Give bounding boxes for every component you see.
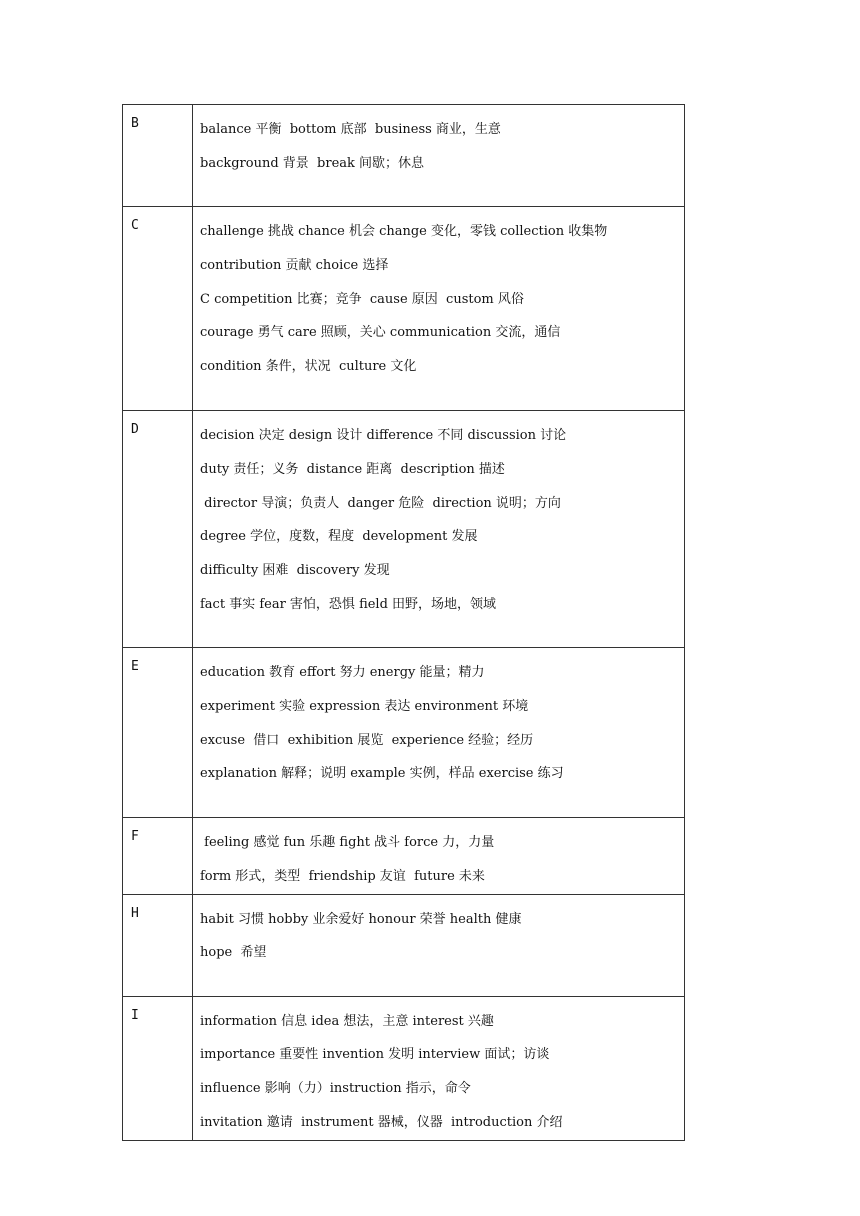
- word-line: influence 影响（力）instruction 指示，命令: [200, 1081, 471, 1097]
- section-letter: C: [123, 207, 193, 411]
- section-row-b: [123, 105, 685, 207]
- word-line: form 形式，类型 friendship 友谊 future 未来: [200, 868, 485, 884]
- section-words: [193, 894, 685, 996]
- section-row-d: [123, 411, 685, 648]
- word-line: balance 平衡 bottom 底部 business 商业，生意: [200, 122, 501, 137]
- section-letter: B: [123, 105, 193, 207]
- section-words: [193, 105, 685, 207]
- word-line: hope 希望: [200, 945, 267, 961]
- section-row-c: [123, 207, 685, 411]
- word-line: duty 责任；义务 distance 距离 description 描述: [200, 461, 505, 477]
- word-line: fact 事实 fear 害怕，恐惧 field 田野，场地，领域: [200, 596, 497, 612]
- word-line: decision 决定 design 设计 difference 不同 discussion 讨论: [200, 428, 567, 443]
- word-line: information 信息 idea 想法，主意 interest 兴趣: [200, 1013, 494, 1029]
- section-words: [193, 996, 685, 1140]
- vocabulary-table: [122, 104, 685, 1141]
- word-line: explanation 解释；说明 example 实例，样品 exercise 练习: [200, 766, 564, 782]
- word-line: challenge 挑战 chance 机会 change 变化，零钱 collection 收集物: [200, 224, 608, 239]
- section-row-f: [123, 818, 685, 895]
- word-line: invitation 邀请 instrument 器械，仪器 introduction 介绍: [200, 1114, 563, 1130]
- word-line: C competition 比赛；竞争 cause 原因 custom 风俗: [200, 291, 524, 307]
- section-words: [193, 648, 685, 818]
- word-line: condition 条件，状况 culture 文化: [200, 359, 417, 375]
- section-words: [193, 411, 685, 648]
- section-letter: F: [123, 818, 193, 895]
- word-line: director 导演；负责人 danger 危险 direction 说明；方向: [200, 495, 561, 511]
- section-letter: H: [123, 894, 193, 996]
- word-line: feeling 感觉 fun 乐趣 fight 战斗 force 力，力量: [200, 835, 495, 850]
- word-line: experiment 实验 expression 表达 environment 环境: [200, 698, 529, 714]
- section-row-e: [123, 648, 685, 818]
- section-letter: E: [123, 648, 193, 818]
- section-row-i: [123, 996, 685, 1140]
- word-line: habit 习惯 hobby 业余爱好 honour 荣誉 health 健康: [200, 911, 522, 927]
- section-words: [193, 818, 685, 895]
- section-row-h: [123, 894, 685, 996]
- section-words: [193, 207, 685, 411]
- section-letter: D: [123, 411, 193, 648]
- word-line: degree 学位，度数，程度 development 发展: [200, 529, 478, 545]
- word-line: contribution 贡献 choice 选择: [200, 257, 389, 273]
- word-line: courage 勇气 care 照顾，关心 communication 交流，通信: [200, 325, 561, 341]
- word-line: education 教育 effort 努力 energy 能量；精力: [200, 665, 485, 680]
- word-line: background 背景 break 间歇；休息: [200, 155, 425, 171]
- section-letter: I: [123, 996, 193, 1140]
- word-line: difficulty 困难 discovery 发现: [200, 563, 390, 579]
- word-line: importance 重要性 invention 发明 interview 面试；访谈: [200, 1047, 550, 1063]
- word-line: excuse 借口 exhibition 展览 experience 经验；经历: [200, 732, 534, 748]
